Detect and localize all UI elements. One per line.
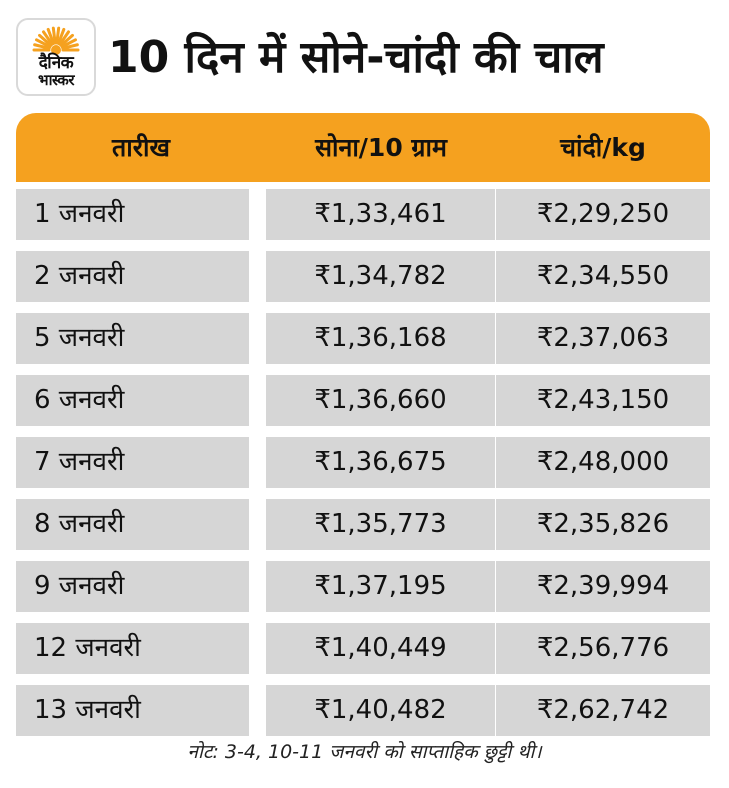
page-title: 10 दिन में सोने-चांदी की चाल: [108, 32, 604, 83]
gold-price-cell: ₹1,36,660: [266, 375, 495, 426]
gold-price-cell: ₹1,40,449: [266, 623, 495, 674]
gold-price-cell: ₹1,40,482: [266, 685, 495, 736]
date-cell: 6 जनवरी: [16, 375, 249, 426]
date-cell: 2 जनवरी: [16, 251, 249, 302]
dainik-bhaskar-logo: [16, 18, 96, 96]
date-cell: 7 जनवरी: [16, 437, 249, 488]
gold-price-cell: ₹1,36,168: [266, 313, 495, 364]
date-cell: 12 जनवरी: [16, 623, 249, 674]
table-row: [16, 189, 710, 240]
header: [16, 18, 716, 100]
silver-price-cell: ₹2,62,742: [496, 685, 710, 736]
silver-price-cell: ₹2,34,550: [496, 251, 710, 302]
column-header-silver: चांदी/kg: [560, 133, 646, 162]
date-cell: 1 जनवरी: [16, 189, 249, 240]
silver-price-cell: ₹2,48,000: [496, 437, 710, 488]
silver-price-cell: ₹2,39,994: [496, 561, 710, 612]
table-row: [16, 623, 710, 674]
date-cell: 13 जनवरी: [16, 685, 249, 736]
footnote: नोट: 3-4, 10-11 जनवरी को साप्ताहिक छुट्टी थी।: [187, 741, 542, 763]
column-header-date: तारीख: [112, 133, 170, 162]
table-row: [16, 499, 710, 550]
silver-price-cell: ₹2,29,250: [496, 189, 710, 240]
gold-price-cell: ₹1,34,782: [266, 251, 495, 302]
table-row: [16, 251, 710, 302]
table-row: [16, 561, 710, 612]
table-header-row: [16, 113, 710, 182]
gold-price-cell: ₹1,35,773: [266, 499, 495, 550]
silver-price-cell: ₹2,43,150: [496, 375, 710, 426]
gold-price-cell: ₹1,37,195: [266, 561, 495, 612]
gold-price-cell: ₹1,36,675: [266, 437, 495, 488]
silver-price-cell: ₹2,37,063: [496, 313, 710, 364]
logo-text-line1: दैनिक: [38, 53, 74, 73]
date-cell: 9 जनवरी: [16, 561, 249, 612]
table-row: [16, 375, 710, 426]
logo-text-line2: भास्कर: [38, 71, 74, 89]
table-row: [16, 313, 710, 364]
gold-price-cell: ₹1,33,461: [266, 189, 495, 240]
date-cell: 8 जनवरी: [16, 499, 249, 550]
silver-price-cell: ₹2,56,776: [496, 623, 710, 674]
silver-price-cell: ₹2,35,826: [496, 499, 710, 550]
table-body: [16, 189, 710, 747]
date-cell: 5 जनवरी: [16, 313, 249, 364]
column-header-gold: सोना/10 ग्राम: [315, 133, 447, 162]
table-row: [16, 437, 710, 488]
table-row: [16, 685, 710, 736]
